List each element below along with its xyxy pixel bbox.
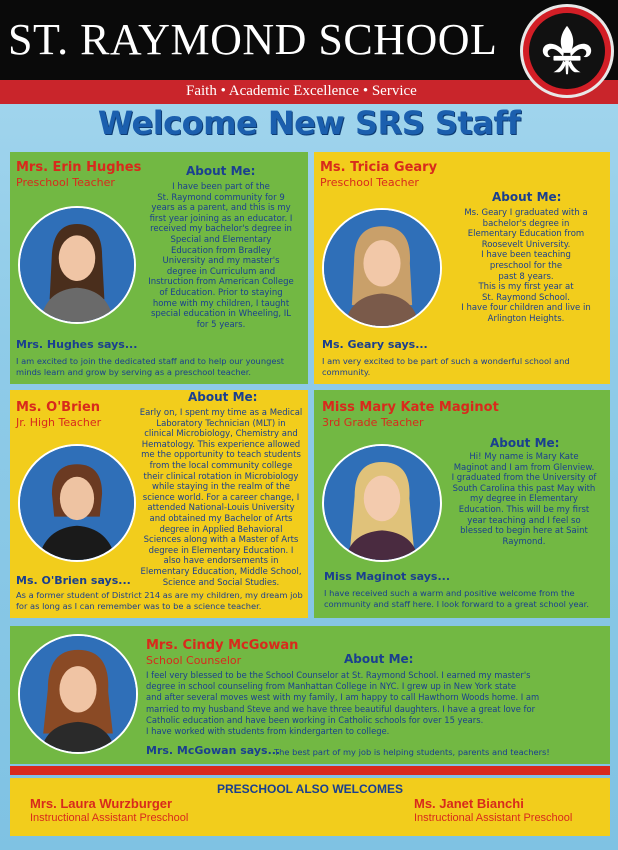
divider-stripe [10,766,610,775]
staff-role: Jr. High Teacher [16,416,102,429]
staff-bio: Early on, I spent my time as a Medical Laboratory Technician (MLT) in clinical Microbiology, Chemistry and Hematology. This experience allowed me the opportunity to teach students from the local community college their clinical rotation in Microbiology while staying in the realm of the science world. For a career change, I attended National-Louis University and obtained my Bachelor of Arts degree in Applied Behavioral Sciences along with a Master of Arts degree in Elementary Education. I also have endorsements in Elementary Education, Middle School, Science and Social Studies. [139,408,303,588]
says-label: Mrs. Hughes says... [16,338,138,351]
staff-name: Miss Mary Kate Maginot [322,400,499,415]
staff-card-maginot [314,390,610,618]
preschool-role: Instructional Assistant Preschool [414,812,573,824]
staff-photo [322,444,442,562]
staff-name: Ms. O'Brien [16,400,101,415]
staff-card-hughes [10,152,308,384]
staff-role: Preschool Teacher [320,176,419,189]
staff-name: Ms. Tricia Geary [320,160,438,175]
about-heading: About Me: [492,190,562,204]
staff-name: Mrs. Erin Hughes [16,160,142,175]
tagline: Faith • Academic Excellence • Service [186,83,417,99]
about-heading: About Me: [188,390,258,404]
preschool-name: Mrs. Laura Wurzburger [30,796,173,811]
preschool-welcomes-card [10,778,610,836]
staff-quote: I have received such a warm and positive welcome from the community and staff here. I look forward to a great school year. [324,588,589,609]
says-label: Miss Maginot says... [324,570,451,583]
staff-card-mcgowan [10,626,610,764]
staff-quote: I am very excited to be part of such a wonderful school and community. [322,356,570,377]
staff-role: Preschool Teacher [16,176,115,189]
says-label: Ms. Geary says... [322,338,428,351]
staff-photo [18,444,136,562]
preschool-name: Ms. Janet Bianchi [414,796,524,811]
page-title: Welcome New SRS Staff [97,104,521,142]
school-name: ST. RAYMOND SCHOOL [8,15,498,64]
about-heading: About Me: [186,164,256,178]
staff-bio: Hi! My name is Mary Kate Maginot and I am from Glenview. I graduated from the University of South Carolina this past May with my degree in Elementary Education. This will be my first year teaching and I feel so blessed to begin here at Saint Raymond. [451,452,597,547]
staff-quote: I am excited to join the dedicated staff and to help our youngest minds learn and grow by serving as a preschool teacher. [16,356,285,377]
says-label: Mrs. McGowan says... [146,744,281,757]
staff-role: School Counselor [146,654,242,667]
tagline-bar [0,80,618,104]
staff-bio: I have been part of the St. Raymond community for 9 years as a parent, and this is my first year joining as an educator. I received my bachelor's degree in Special and Elementary Education from Bradley University and my master's degree in Curriculum and Instruction from American College of Education. Prior to staying home with my children, I taught special education in Wheeling, IL for 5 years. [148,182,294,330]
staff-photo [322,208,442,328]
about-heading: About Me: [490,436,560,450]
staff-quote: As a former student of District 214 as are my children, my dream job for as long as I can remember was to be a science teacher. [16,590,303,611]
says-label: Ms. O'Brien says... [16,574,131,587]
staff-name: Mrs. Cindy McGowan [146,638,299,653]
staff-bio: I feel very blessed to be the School Counselor at St. Raymond School. I earned my master's degree in school counseling from Manhattan College in NYC. I grew up in New York state and after several moves west with my family, I am happy to call Hawthorn Woods home. I am married to my husband Steve and we have three beautiful daughters. I have a great love for Catholic education and have been working in Catholic schools for over 15 years. I have worked with students from kindergarten to college. [146,670,540,737]
preschool-role: Instructional Assistant Preschool [30,812,189,824]
staff-card-obrien [10,390,308,618]
staff-bio: Ms. Geary I graduated with a bachelor's degree in Elementary Education from Roosevelt University. I have been teaching preschool for the past 8 years. This is my first year at St. Raymond School. I have four children and live in Arlington Heights. [461,208,591,324]
staff-photo [18,634,138,754]
staff-role: 3rd Grade Teacher [322,416,424,429]
about-heading: About Me: [344,652,414,666]
preschool-title: PRESCHOOL ALSO WELCOMES [216,782,403,796]
staff-card-geary [314,152,610,384]
school-logo [520,4,614,98]
staff-photo [18,206,136,324]
staff-quote: The best part of my job is helping students, parents and teachers! [274,747,550,757]
fleur-de-lis-icon [529,13,605,89]
